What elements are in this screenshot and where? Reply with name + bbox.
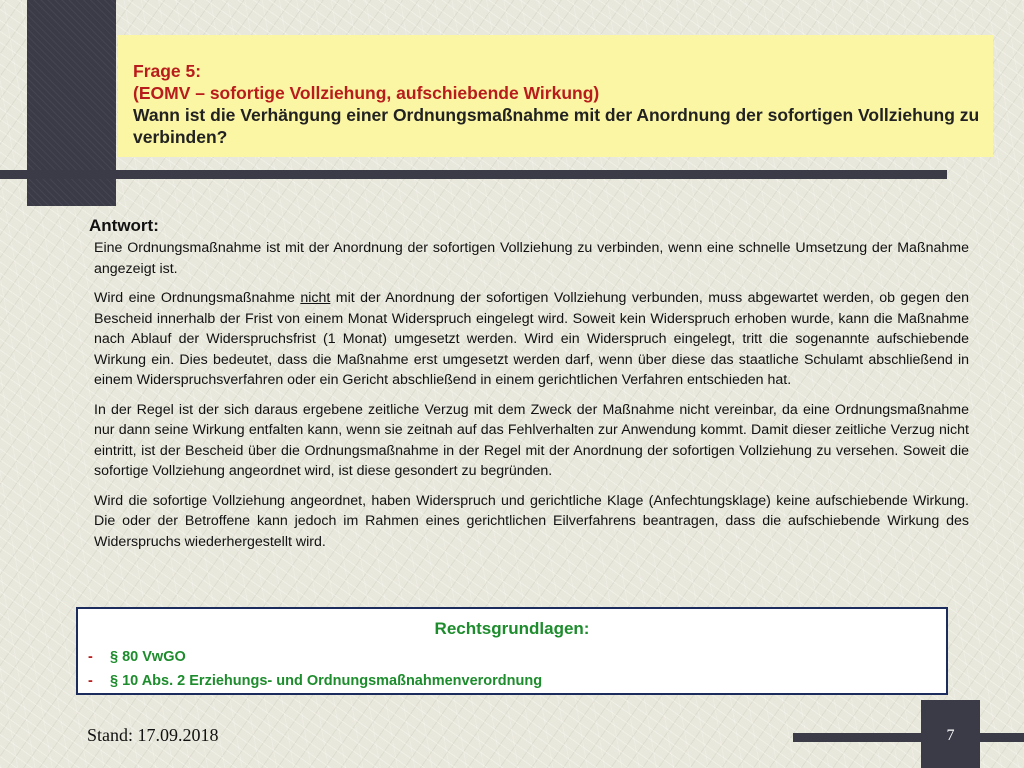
- answer-heading: Antwort:: [89, 216, 159, 235]
- page-number-block: [921, 700, 980, 768]
- paragraph-2-rest: mit der Anordnung der sofortigen Vollziehung verbunden, muss abgewartet werden, ob gegen den Bescheid innerhalb der Frist von einem Monat Widerspruch eingelegt wird. Soweit kein Widerspruch erhoben wurde, kann die Maßnahme nach Ablauf der Widerspruchsfrist (1 Monat) umgesetzt werden. Wird ein Widerspruch eingelegt, tritt die sogenannte aufschiebende Wirkung ein. Dies bedeutet, dass die Maßnahme erst umgesetzt werden darf, wenn über diese das staatliche Schulamt abschließend in einem Widerspruchsverfahren oder ein Gericht abschließend in einem gerichtlichen Verfahren entschieden hat.: [94, 290, 969, 388]
- question-number: Frage 5:: [133, 61, 202, 81]
- question-topic: (EOMV – sofortige Vollziehung, aufschiebende Wirkung): [133, 83, 600, 103]
- slide-title: [133, 60, 983, 148]
- emphasis-nicht: nicht: [300, 290, 331, 306]
- decorative-footer-bar: [793, 733, 1024, 742]
- page-number: 7: [946, 727, 955, 744]
- legal-reference: § 10 Abs. 2 Erziehungs- und Ordnungsmaßnahmenverordnung: [110, 673, 543, 689]
- legal-basis-title: Rechtsgrundlagen:: [434, 619, 590, 638]
- answer-paragraph-1: Eine Ordnungsmaßnahme ist mit der Anordnung der sofortigen Vollziehung zu verbinden, wenn eine schnelle Umsetzung der Maßnahme angezeigt ist.: [94, 240, 969, 277]
- legal-basis-box: [76, 607, 948, 695]
- legal-reference: § 80 VwGO: [110, 649, 186, 665]
- footer-date: Stand: 17.09.2018: [87, 725, 219, 745]
- decorative-horizontal-bar: [0, 170, 947, 179]
- list-bullet: -: [88, 673, 93, 689]
- answer-paragraph-2: [94, 288, 969, 391]
- answer-paragraph-3: In der Regel ist der sich daraus ergebene zeitliche Verzug mit dem Zweck der Maßnahme nicht vereinbar, da eine Ordnungsmaßnahme nur dann seine Wirkung entfalten kann, wenn sie zeitnah auf das Fehlverhalten zur Anwendung kommt. Damit dieser zeitliche Verzug nicht eintritt, ist der Bescheid über die Ordnungsmaßnahme in der Regel mit der Anordnung der sofortigen Vollziehung zu versehen. Soweit die sofortige Vollziehung angeordnet wird, ist diese gesondert zu begründen.: [94, 401, 969, 479]
- answer-body: [94, 238, 969, 561]
- answer-paragraph-4: Wird die sofortige Vollziehung angeordnet, haben Widerspruch und gerichtliche Klage (Anfechtungsklage) keine aufschiebende Wirkung. Die oder der Betroffene kann jedoch im Rahmen eines gerichtlichen Eilverfahrens beantragen, dass die aufschiebende Wirkung des Widerspruchs wiederhergestellt wird.: [94, 492, 969, 550]
- paragraph-2-start: Wird eine Ordnungsmaßnahme: [94, 290, 301, 306]
- legal-basis-item: [88, 669, 542, 693]
- question-text: Wann ist die Verhängung einer Ordnungsmaßnahme mit der Anordnung der sofortigen Vollziehung zu verbinden?: [133, 105, 980, 147]
- list-bullet: -: [88, 649, 93, 665]
- legal-basis-item: [88, 645, 542, 669]
- legal-basis-list: [88, 645, 542, 693]
